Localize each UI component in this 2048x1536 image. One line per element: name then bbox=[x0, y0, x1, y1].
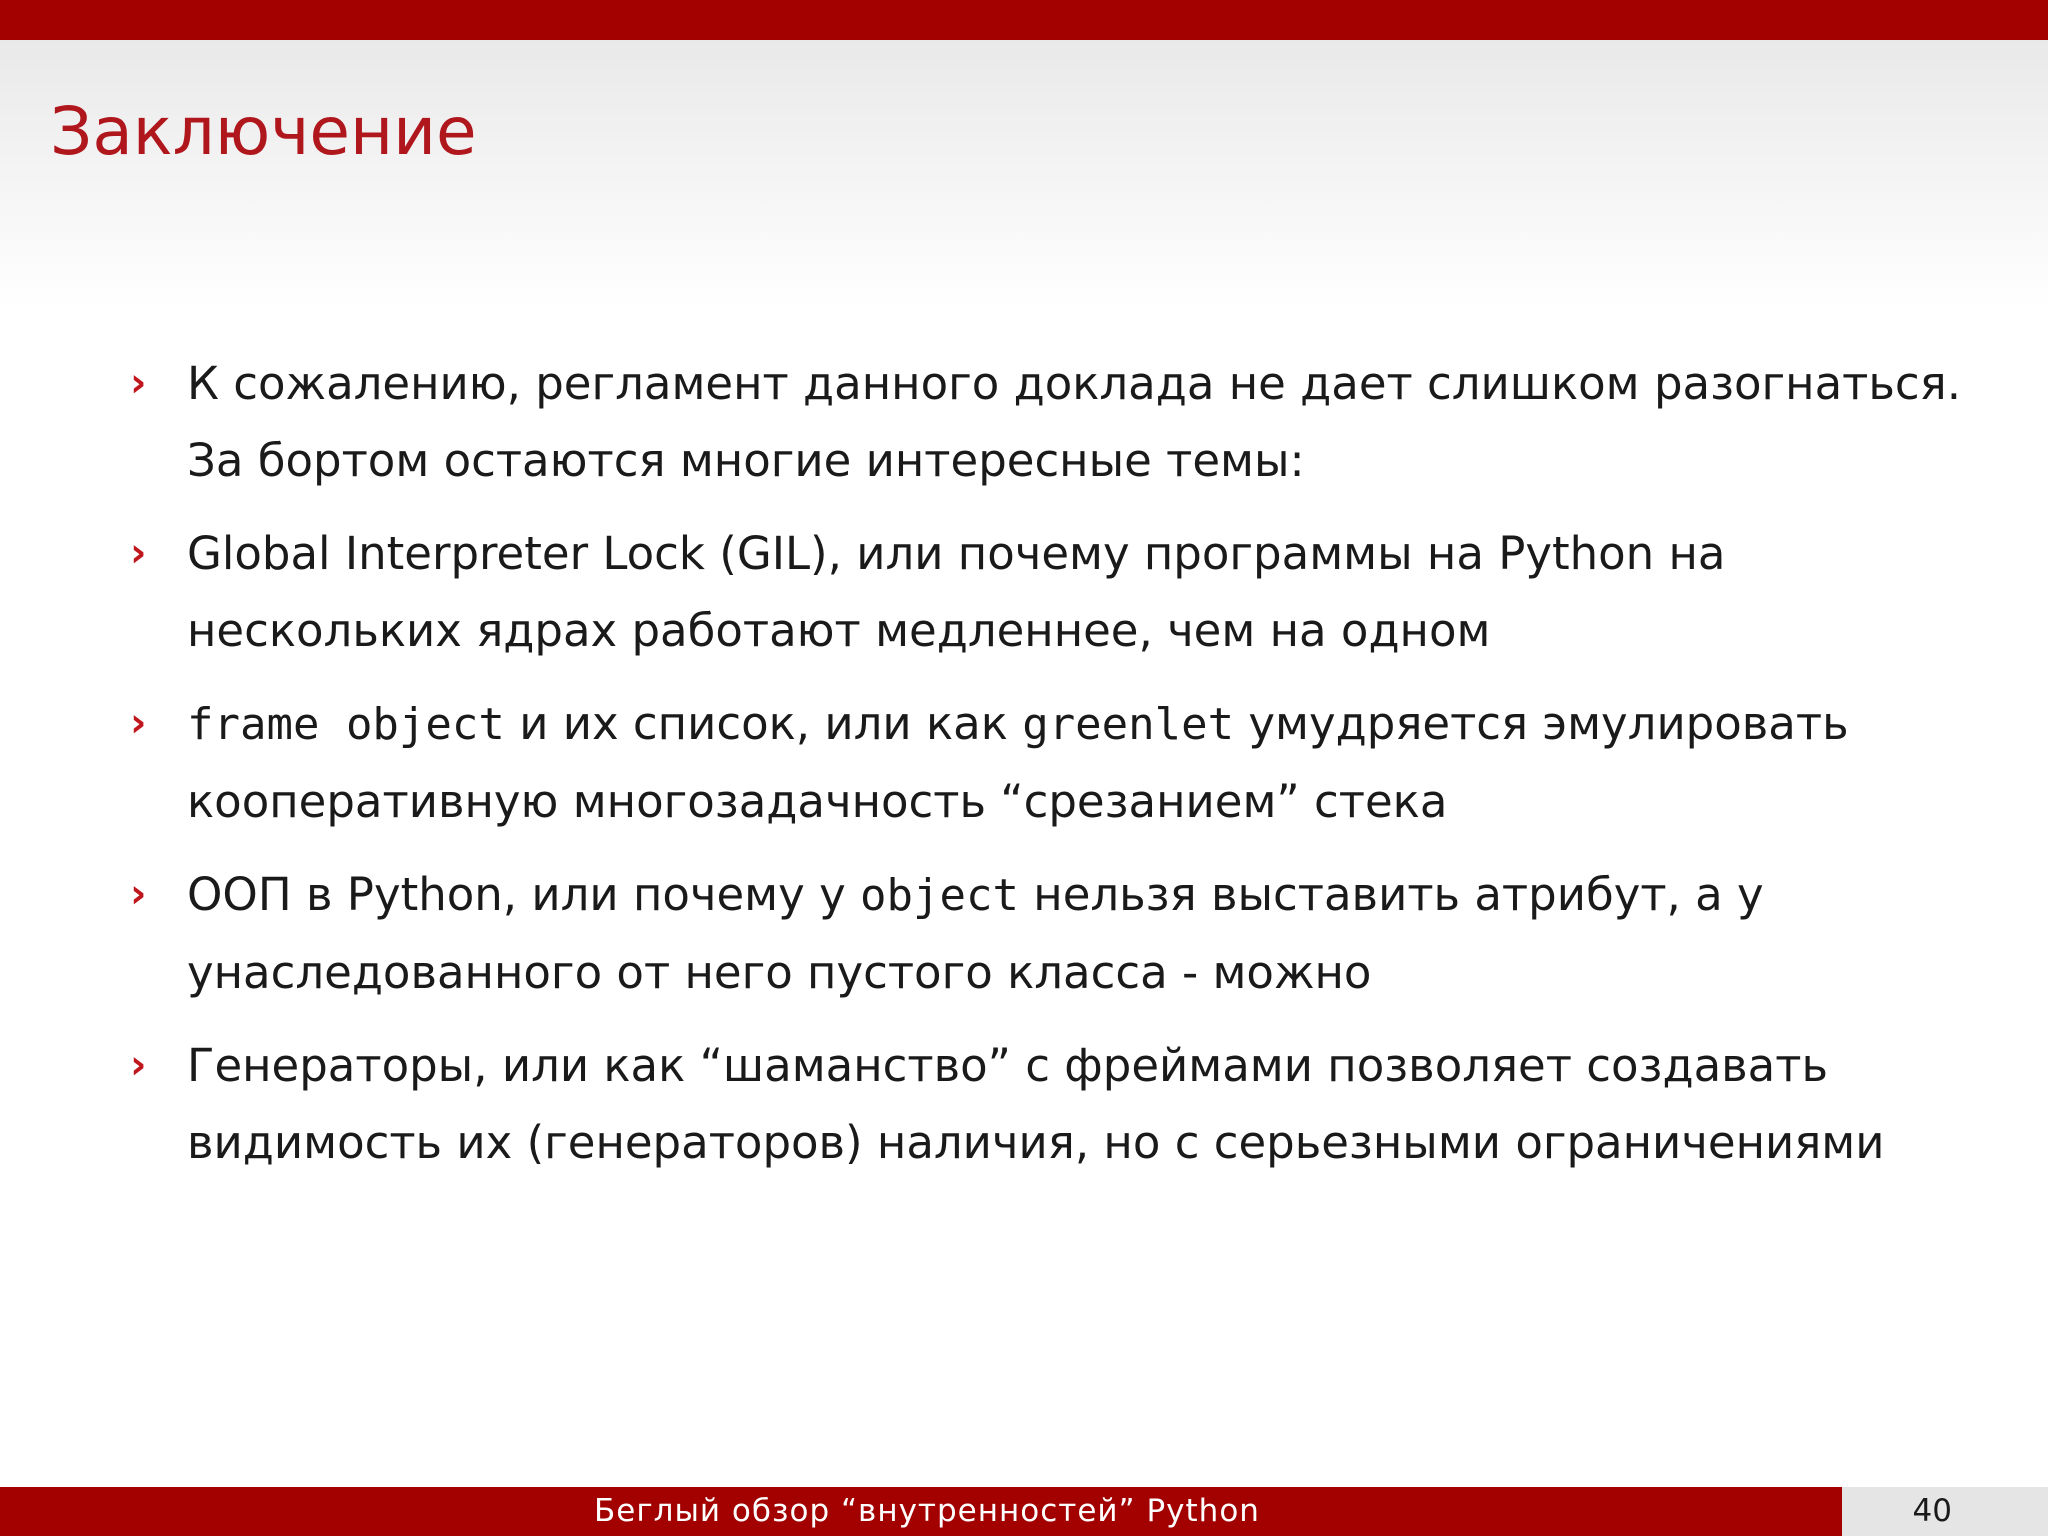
code-frame-object: frame object bbox=[187, 699, 505, 750]
bullet-text: Генераторы, или как “шаманство” с фреймами позволяет создавать видимость их (генераторов) наличия, но с серьезными ограничениями bbox=[187, 1039, 1885, 1169]
chevron-right-icon: › bbox=[130, 1042, 147, 1088]
bullet-text: ООП в Python, или почему у bbox=[187, 868, 861, 921]
footer-title: Беглый обзор “внутренностей” Python bbox=[594, 1493, 1260, 1529]
footer-page-box bbox=[1842, 1487, 2048, 1536]
chevron-right-icon: › bbox=[130, 530, 147, 576]
bullet-text: и их список, или как bbox=[504, 697, 1023, 750]
page-number: 40 bbox=[1912, 1493, 1952, 1529]
code-greenlet: greenlet bbox=[1022, 699, 1235, 750]
title-band bbox=[0, 40, 2048, 310]
footer-title-bar bbox=[0, 1487, 1842, 1536]
bullet-item bbox=[130, 685, 1980, 840]
bullet-text: К сожалению, регламент данного доклада не дает слишком разогнаться. За бортом остаются многие интересные темы: bbox=[187, 357, 1962, 487]
slide-title: Заключение bbox=[50, 93, 477, 170]
bullet-text: умудряется эмулировать кооперативную многозадачность “срезанием” стека bbox=[187, 697, 1849, 828]
bullet-item bbox=[130, 515, 1980, 669]
code-object: object bbox=[860, 870, 1019, 921]
bullet-item bbox=[130, 1027, 1980, 1181]
chevron-right-icon: › bbox=[130, 360, 147, 406]
bullet-list bbox=[130, 345, 1980, 1197]
footer bbox=[0, 1487, 2048, 1536]
top-accent-bar bbox=[0, 0, 2048, 40]
bullet-text: нельзя выставить атрибут, а у унаследованного от него пустого класса - можно bbox=[187, 868, 1764, 999]
chevron-right-icon: › bbox=[130, 871, 147, 917]
bullet-text: Global Interpreter Lock (GIL), или почему программы на Python на нескольких ядрах работают медленнее, чем на одном bbox=[187, 527, 1726, 657]
bullet-item bbox=[130, 345, 1980, 499]
chevron-right-icon: › bbox=[130, 700, 147, 746]
bullet-item bbox=[130, 856, 1980, 1011]
